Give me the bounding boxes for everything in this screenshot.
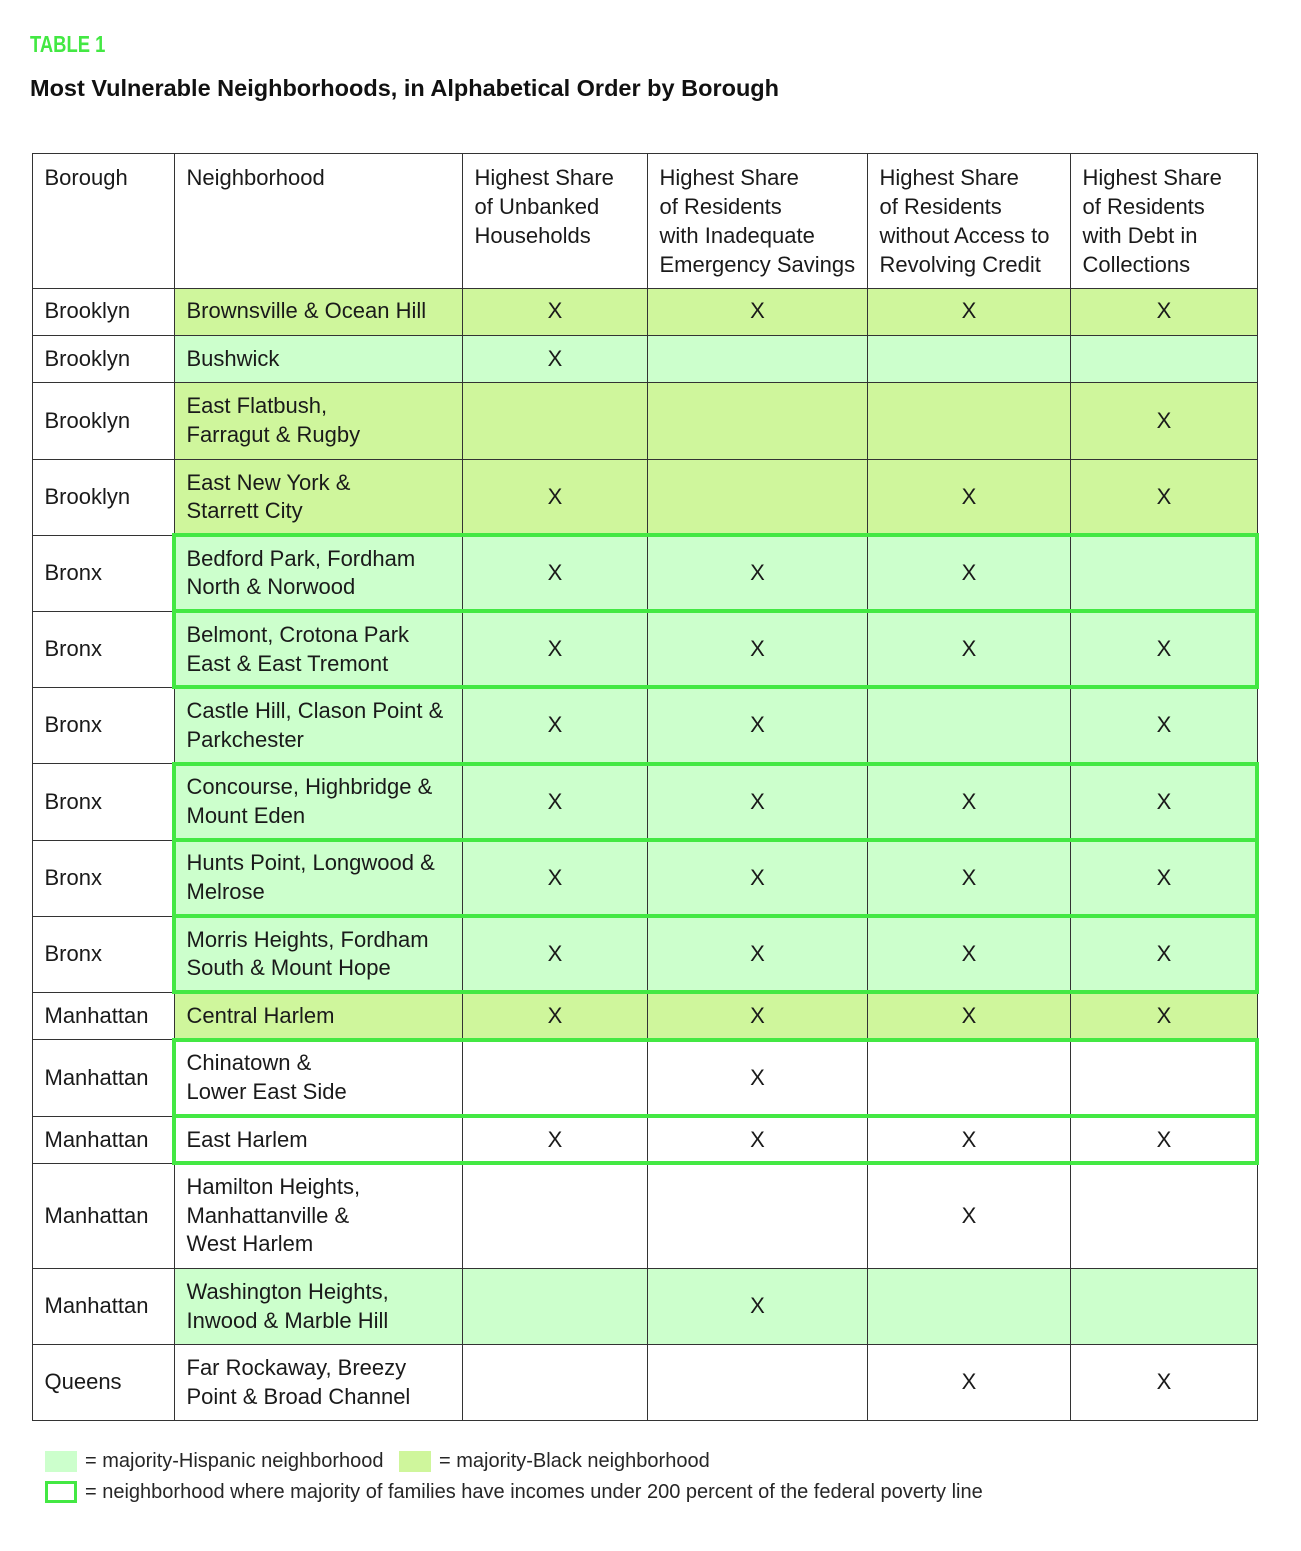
table-row <box>33 917 1258 993</box>
table-row <box>33 764 1258 840</box>
borough-cell: Bronx <box>33 841 175 917</box>
mark-debt-collections <box>1071 1269 1258 1345</box>
borough-cell: Brooklyn <box>33 460 175 536</box>
neighborhood-cell: Washington Heights, Inwood & Marble Hill <box>175 1269 463 1345</box>
borough-cell: Manhattan <box>33 1164 175 1269</box>
mark-unbanked: X <box>463 764 648 840</box>
table-row <box>33 336 1258 383</box>
borough-cell: Bronx <box>33 688 175 764</box>
mark-debt-collections: X <box>1071 764 1258 840</box>
mark-unbanked: X <box>463 536 648 612</box>
mark-emergency-savings: X <box>648 764 868 840</box>
mark-debt-collections <box>1071 336 1258 383</box>
borough-cell: Manhattan <box>33 993 175 1040</box>
mark-emergency-savings <box>648 1164 868 1269</box>
neighborhood-cell: Concourse, Highbridge & Mount Eden <box>175 764 463 840</box>
header-borough: Borough <box>33 154 175 289</box>
legend-majority-hispanic <box>45 1450 384 1472</box>
table-row <box>33 1117 1258 1164</box>
table-row <box>33 1164 1258 1269</box>
mark-emergency-savings: X <box>648 1269 868 1345</box>
mark-debt-collections: X <box>1071 1345 1258 1421</box>
header-revolving-credit: Highest Share of Residents without Access to Revolving Credit <box>868 154 1071 289</box>
mark-unbanked: X <box>463 1117 648 1164</box>
mark-revolving-credit: X <box>868 917 1071 993</box>
legend-label: = neighborhood where majority of families have incomes under 200 percent of the federal poverty line <box>85 1481 983 1503</box>
table-row <box>33 460 1258 536</box>
borough-cell: Manhattan <box>33 1117 175 1164</box>
mark-unbanked: X <box>463 917 648 993</box>
mark-debt-collections: X <box>1071 993 1258 1040</box>
vulnerable-neighborhoods-table <box>32 153 1258 1421</box>
mark-unbanked <box>463 1269 648 1345</box>
table-label: TABLE 1 <box>30 31 106 57</box>
mark-emergency-savings: X <box>648 1117 868 1164</box>
borough-cell: Bronx <box>33 536 175 612</box>
table-row <box>33 612 1258 688</box>
mark-revolving-credit <box>868 383 1071 459</box>
table-row <box>33 383 1258 459</box>
mark-revolving-credit <box>868 688 1071 764</box>
mark-debt-collections: X <box>1071 289 1258 336</box>
mark-revolving-credit <box>868 1040 1071 1116</box>
table-row <box>33 1269 1258 1345</box>
mark-debt-collections: X <box>1071 460 1258 536</box>
table-row <box>33 688 1258 764</box>
mark-revolving-credit: X <box>868 1345 1071 1421</box>
mark-unbanked: X <box>463 841 648 917</box>
mark-emergency-savings: X <box>648 688 868 764</box>
neighborhood-cell: Morris Heights, Fordham South & Mount Hope <box>175 917 463 993</box>
neighborhood-cell: Hamilton Heights, Manhattanville & West Harlem <box>175 1164 463 1269</box>
table-row <box>33 1345 1258 1421</box>
legend-poverty-outline <box>45 1481 983 1503</box>
mark-revolving-credit: X <box>868 460 1071 536</box>
mark-debt-collections: X <box>1071 612 1258 688</box>
legend-majority-black <box>399 1450 710 1472</box>
mark-debt-collections: X <box>1071 1117 1258 1164</box>
table-row <box>33 289 1258 336</box>
mark-emergency-savings: X <box>648 536 868 612</box>
mark-debt-collections <box>1071 536 1258 612</box>
neighborhood-cell: Central Harlem <box>175 993 463 1040</box>
neighborhood-cell: Chinatown & Lower East Side <box>175 1040 463 1116</box>
mark-emergency-savings: X <box>648 841 868 917</box>
mark-revolving-credit: X <box>868 993 1071 1040</box>
table-header-row <box>33 154 1258 289</box>
mark-revolving-credit: X <box>868 289 1071 336</box>
borough-cell: Manhattan <box>33 1269 175 1345</box>
borough-cell: Brooklyn <box>33 336 175 383</box>
mark-revolving-credit <box>868 336 1071 383</box>
mark-emergency-savings: X <box>648 993 868 1040</box>
mark-unbanked <box>463 1164 648 1269</box>
mark-unbanked: X <box>463 336 648 383</box>
neighborhood-cell: Castle Hill, Clason Point & Parkchester <box>175 688 463 764</box>
mark-revolving-credit: X <box>868 1164 1071 1269</box>
neighborhood-cell: East Harlem <box>175 1117 463 1164</box>
majority-black-swatch <box>399 1451 431 1472</box>
mark-revolving-credit: X <box>868 536 1071 612</box>
header-emergency-savings: Highest Share of Residents with Inadequate Emergency Savings <box>648 154 868 289</box>
mark-debt-collections <box>1071 1040 1258 1116</box>
mark-revolving-credit: X <box>868 841 1071 917</box>
neighborhood-cell: East New York & Starrett City <box>175 460 463 536</box>
mark-emergency-savings: X <box>648 1040 868 1116</box>
mark-revolving-credit <box>868 1269 1071 1345</box>
mark-unbanked: X <box>463 993 648 1040</box>
neighborhood-cell: Far Rockaway, Breezy Point & Broad Channel <box>175 1345 463 1421</box>
mark-unbanked: X <box>463 460 648 536</box>
neighborhood-cell: East Flatbush, Farragut & Rugby <box>175 383 463 459</box>
mark-debt-collections: X <box>1071 841 1258 917</box>
mark-emergency-savings: X <box>648 289 868 336</box>
mark-emergency-savings: X <box>648 917 868 993</box>
mark-revolving-credit: X <box>868 612 1071 688</box>
table-row <box>33 1040 1258 1116</box>
mark-revolving-credit: X <box>868 764 1071 840</box>
borough-cell: Bronx <box>33 917 175 993</box>
majority-hispanic-swatch <box>45 1451 77 1472</box>
header-neighborhood: Neighborhood <box>175 154 463 289</box>
table-title: Most Vulnerable Neighborhoods, in Alphabetical Order by Borough <box>30 75 780 101</box>
table-row <box>33 841 1258 917</box>
mark-emergency-savings <box>648 460 868 536</box>
header-unbanked: Highest Share of Unbanked Households <box>463 154 648 289</box>
mark-unbanked <box>463 383 648 459</box>
mark-unbanked: X <box>463 688 648 764</box>
borough-cell: Brooklyn <box>33 383 175 459</box>
mark-revolving-credit: X <box>868 1117 1071 1164</box>
mark-emergency-savings <box>648 383 868 459</box>
poverty-outline-swatch <box>45 1481 77 1503</box>
mark-debt-collections: X <box>1071 917 1258 993</box>
header-debt-collections: Highest Share of Residents with Debt in Collections <box>1071 154 1258 289</box>
table-row <box>33 993 1258 1040</box>
mark-unbanked <box>463 1040 648 1116</box>
table-row <box>33 536 1258 612</box>
borough-cell: Bronx <box>33 612 175 688</box>
borough-cell: Bronx <box>33 764 175 840</box>
neighborhood-cell: Hunts Point, Longwood & Melrose <box>175 841 463 917</box>
legend-label: = majority-Black neighborhood <box>439 1450 710 1472</box>
borough-cell: Brooklyn <box>33 289 175 336</box>
borough-cell: Manhattan <box>33 1040 175 1116</box>
neighborhood-cell: Brownsville & Ocean Hill <box>175 289 463 336</box>
neighborhood-cell: Bedford Park, Fordham North & Norwood <box>175 536 463 612</box>
mark-debt-collections: X <box>1071 383 1258 459</box>
neighborhood-cell: Bushwick <box>175 336 463 383</box>
mark-unbanked: X <box>463 612 648 688</box>
mark-debt-collections <box>1071 1164 1258 1269</box>
mark-emergency-savings <box>648 336 868 383</box>
mark-emergency-savings <box>648 1345 868 1421</box>
borough-cell: Queens <box>33 1345 175 1421</box>
mark-unbanked: X <box>463 289 648 336</box>
neighborhood-cell: Belmont, Crotona Park East & East Tremont <box>175 612 463 688</box>
mark-debt-collections: X <box>1071 688 1258 764</box>
mark-emergency-savings: X <box>648 612 868 688</box>
legend-label: = majority-Hispanic neighborhood <box>85 1450 384 1472</box>
mark-unbanked <box>463 1345 648 1421</box>
